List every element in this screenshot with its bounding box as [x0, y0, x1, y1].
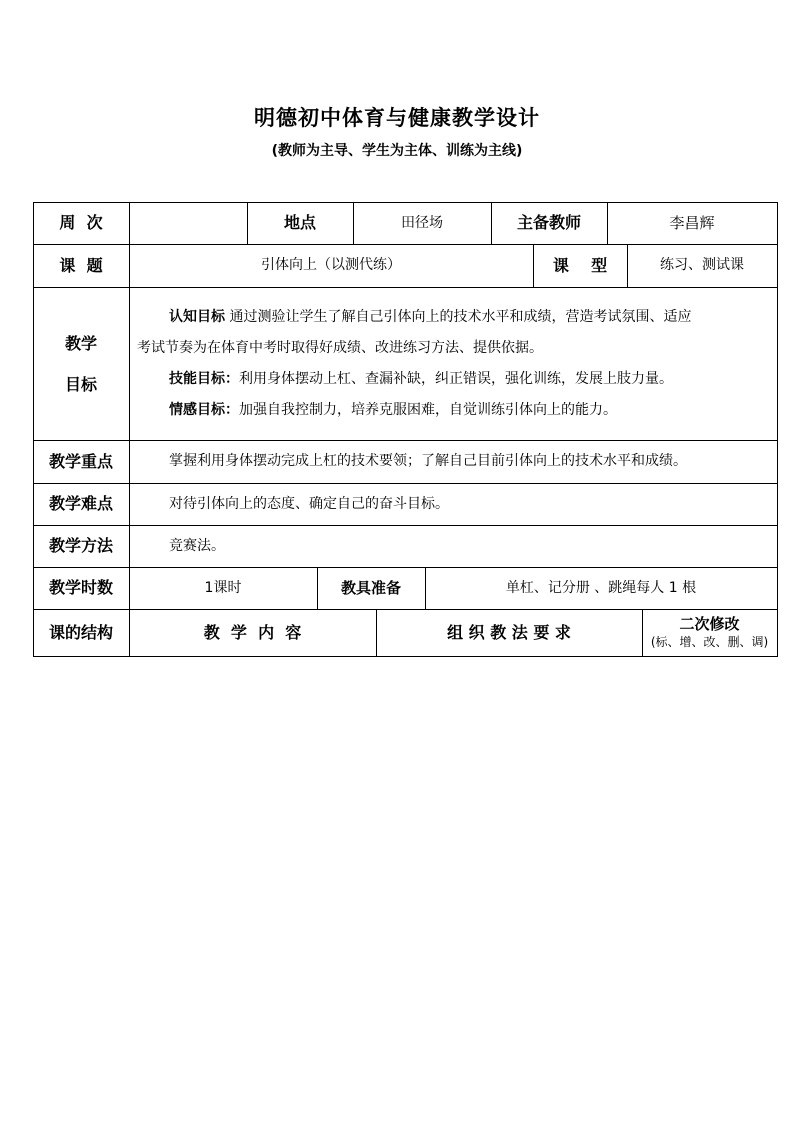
week-label: 周 次: [59, 213, 103, 233]
emotion-goal: [169, 395, 774, 426]
skill-goal-label: 技能目标：: [169, 371, 239, 387]
cognitive-goal-text: 通过测验让学生了解自己引体向上的技术水平和成绩，营造考试氛围、适应: [229, 309, 692, 325]
hours-label: 教学时数: [48, 578, 113, 598]
type-label: 课 型: [552, 255, 608, 275]
table-border-right: [777, 202, 778, 657]
hours-value: 1课时: [204, 579, 242, 596]
revision-title: 二次修改: [679, 614, 740, 633]
difficulty-label: 教学难点: [48, 494, 113, 514]
cognitive-goal-label: 认知目标: [169, 309, 225, 325]
revision-header: [642, 609, 777, 656]
equipment-label: 教具准备: [340, 579, 401, 597]
location-value: 田径场: [401, 214, 443, 231]
difficulty-text: 对待引体向上的态度、确定自己的奋斗目标。: [169, 495, 449, 512]
revision-subtitle: (标、增、改、删、调): [650, 634, 769, 649]
topic-value: 引体向上（以测代练）: [261, 257, 401, 274]
type-value: 练习、测试课: [660, 257, 744, 274]
structure-label: 课的结构: [48, 622, 113, 642]
skill-goal: [169, 364, 774, 395]
method-text: 竞赛法。: [169, 537, 225, 554]
skill-goal-text: 利用身体摆动上杠、查漏补缺，纠正错误，强化训练，发展上肢力量。: [239, 371, 673, 387]
cognitive-goal: [169, 302, 774, 333]
topic-label: 课 题: [59, 255, 103, 275]
location-label: 地点: [283, 213, 316, 233]
week-value: [129, 202, 247, 244]
emotion-goal-label: 情感目标：: [169, 402, 239, 418]
organization-header: 组 织 教 法 要 求: [447, 622, 571, 642]
emotion-goal-text: 加强自我控制力，培养克服困难，自觉训练引体向上的能力。: [239, 402, 617, 418]
goals-label-line1: 教学: [64, 334, 97, 354]
page-title: 明德初中体育与健康教学设计: [254, 106, 540, 130]
equipment-value: 单杠、记分册 、跳绳每人 1 根: [505, 579, 697, 596]
goals-label-line2: 目标: [64, 375, 97, 395]
focus-text: 掌握利用身体摆动完成上杠的技术要领；了解自己目前引体向上的技术水平和成绩。: [169, 453, 687, 470]
method-label: 教学方法: [48, 536, 113, 556]
table-rule: [33, 287, 778, 288]
page-subtitle: (教师为主导、学生为主体、训练为主线): [271, 143, 523, 159]
teacher-value: 李昌辉: [669, 214, 715, 232]
focus-label: 教学重点: [48, 451, 113, 471]
cognitive-goal-continued: 考试节奏为在体育中考时取得好成绩、改进练习方法、提供依据。: [137, 340, 543, 356]
content-header: 教 学 内 容: [203, 622, 302, 642]
table-border-bottom: [33, 656, 778, 657]
teacher-label: 主备教师: [516, 213, 581, 233]
